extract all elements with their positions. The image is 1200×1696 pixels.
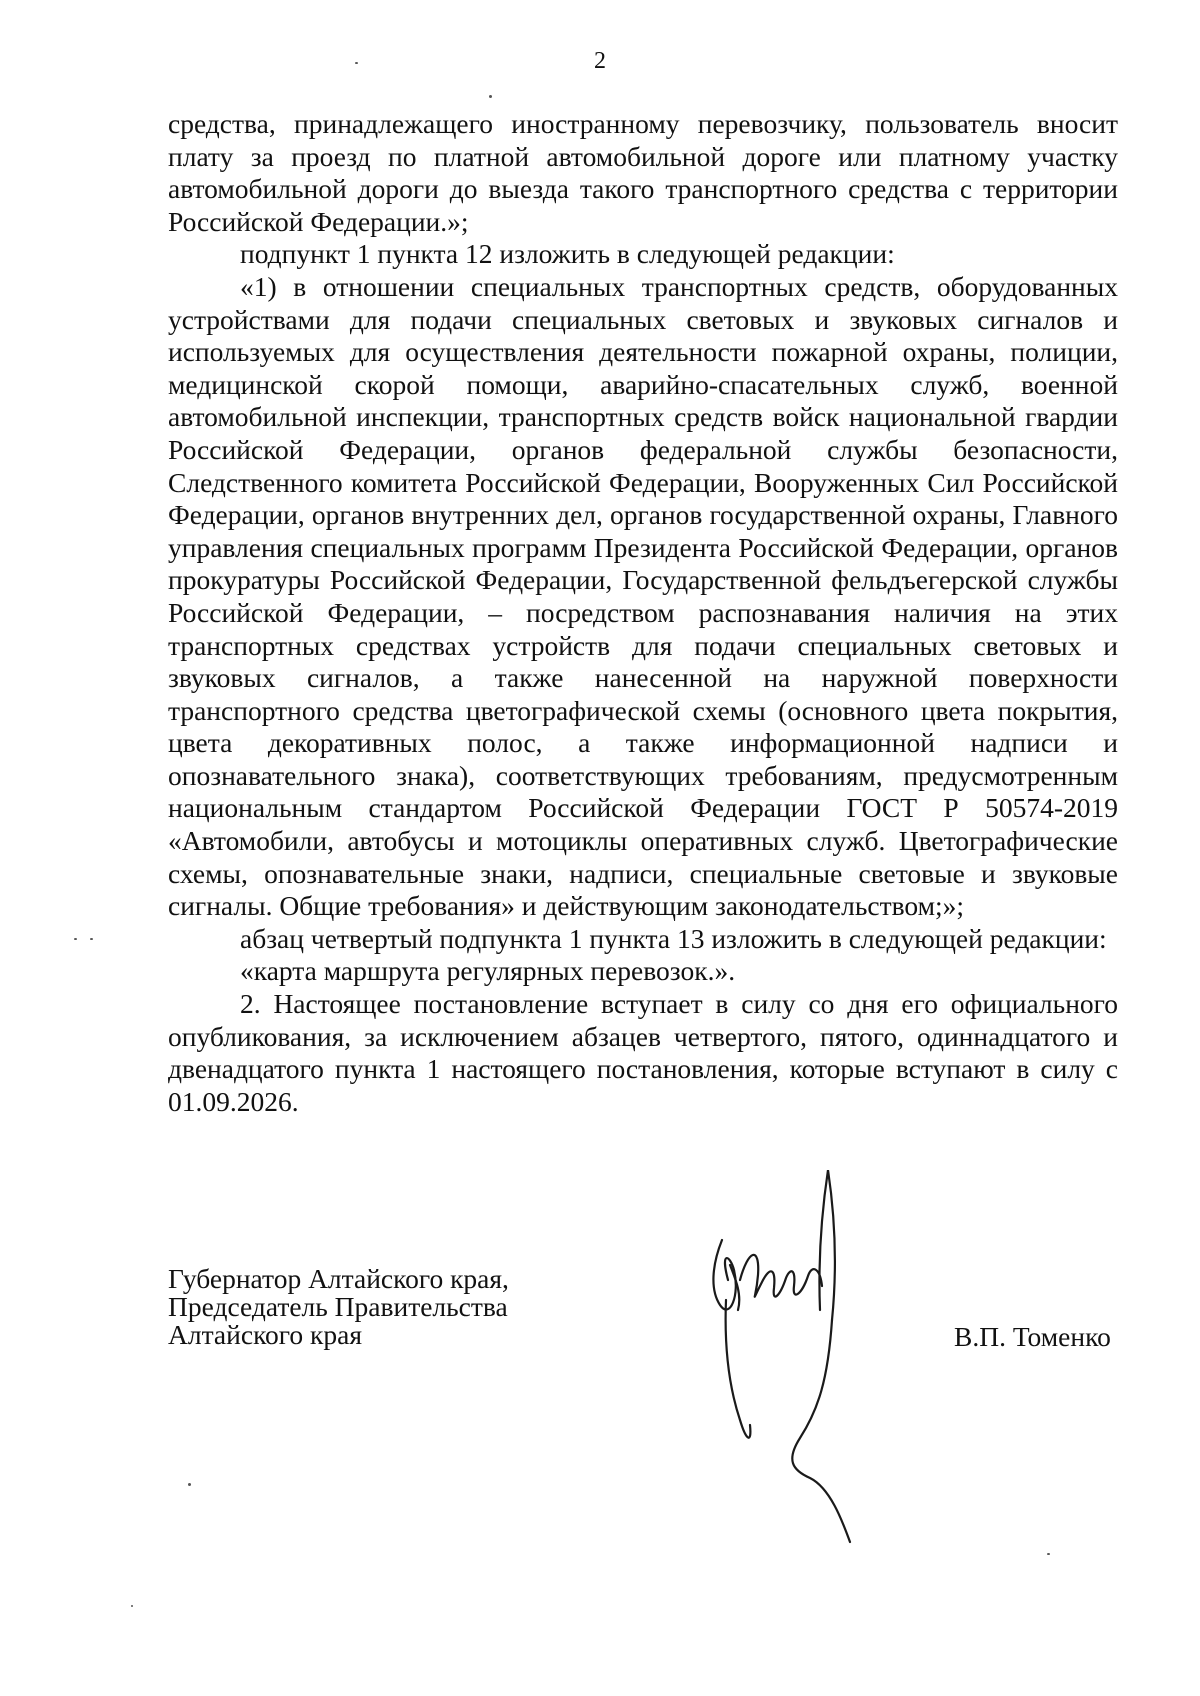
signer-name: В.П. Томенко [954,1321,1111,1352]
signer-position [168,1265,509,1349]
paragraph: «карта маршрута регулярных перевозок.». [240,955,736,987]
paragraph: подпункт 1 пункта 12 изложить в следующей редакции: [240,238,895,270]
scan-speck [489,95,492,98]
page-number: 2 [594,48,606,74]
paragraph: абзац четвертый подпункта 1 пункта 13 изложить в следующей редакции: [240,922,1107,954]
scan-speck [1047,1553,1050,1555]
scan-speck [90,938,93,940]
paragraph: «1) в отношении специальных транспортных средств, оборудованных устройствами для подачи специальных световых и звуковых сигналов и используемых для осуществления деятельности пожарной охраны, полиции, медицинской скорой помощи, аварийно-спасательных служб, военной автомобильной инспекции, транспортных средств войск национальной гвардии Российской Федерации, органов федеральной службы безопасности, Следственного комитета Российской Федерации, Вооруженных Сил Российской Федерации, органов внутренних дел, органов государственной охраны, Главного управления специальных программ Президента Российской Федерации, органов прокуратуры Российской Федерации, Государственной фельдъегерской службы Российской Федерации, – посредством распознавания наличия на этих транспортных средствах устройств для подачи специальных световых и звуковых сигналов, а также нанесенной на наружной поверхности транспортного средства цветографической схемы (основного цвета покрытия, цвета декоративных полос, а также информационной надписи и опознавательного знака), соответствующих требованиям, предусмотренным национальным стандартом Российской Федерации ГОСТ Р 50574-2019 «Автомобили, автобусы и мотоциклы оперативных служб. Цветографические схемы, опознавательные знаки, надписи, специальные световые и звуковые сигналы. Общие требования» и действующим законодательством;»; [168,270,1118,922]
paragraph: средства, принадлежащего иностранному перевозчику, пользователь вносит плату за проезд по платной автомобильной дороге или платному участку автомобильной дороги до выезда такого транспортного средства с территории Российской Федерации.»; [168,108,1118,237]
paragraph: 2. Настоящее постановление вступает в силу со дня его официального опубликования, за исключением абзацев четвертого, пятого, одиннадцатого и двенадцатого пункта 1 настоящего постановления, которые вступают в силу с 01.09.2026. [168,988,1118,1117]
scan-speck [355,62,358,64]
scan-speck [74,938,77,940]
scan-speck [188,1483,191,1486]
document-body [168,108,1118,1118]
handwritten-signature [700,1170,940,1550]
signer-position-line: Губернатор Алтайского края, [168,1263,509,1294]
signer-position-line: Алтайского края [168,1319,362,1350]
signer-position-line: Председатель Правительства [168,1291,508,1322]
scan-speck [131,1605,133,1607]
